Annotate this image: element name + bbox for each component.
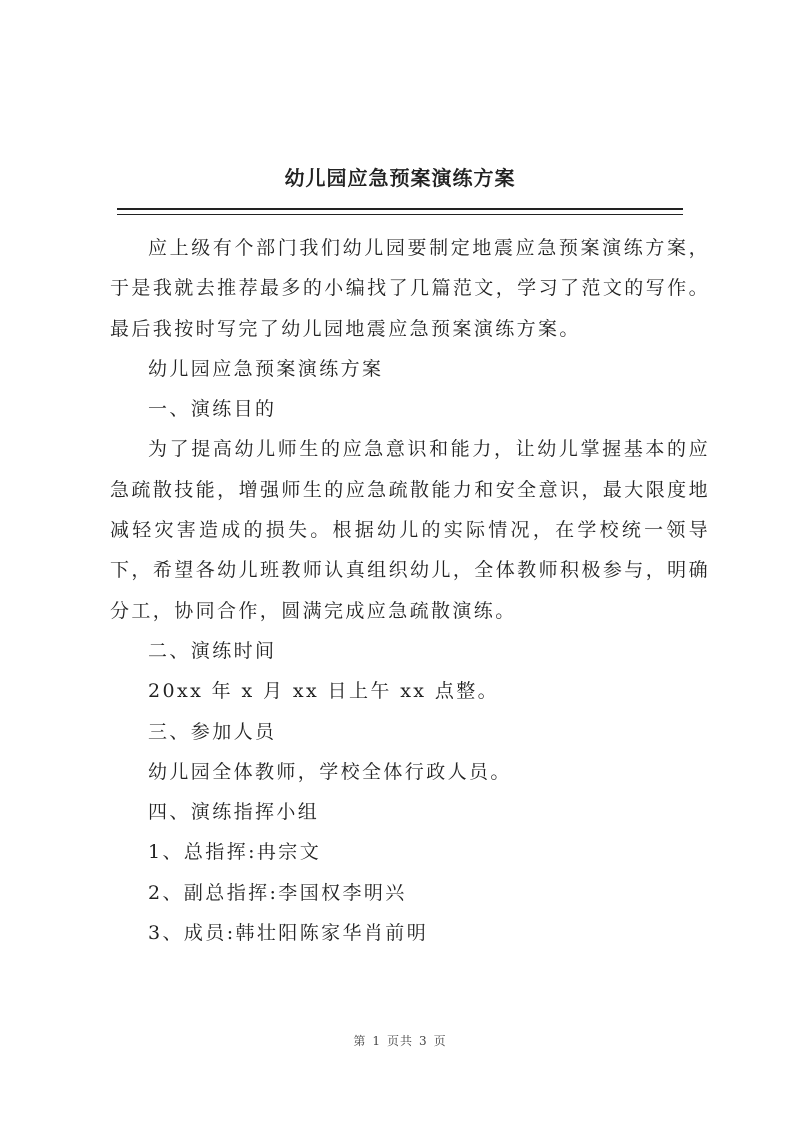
footer-current-page: 1 bbox=[372, 1034, 381, 1048]
time-paragraph: 20xx 年 x 月 xx 日上午 xx 点整。 bbox=[148, 680, 500, 703]
participants-paragraph: 幼儿园全体教师，学校全体行政人员。 bbox=[148, 760, 512, 783]
document-title: 幼儿园应急预案演练方案 bbox=[284, 166, 516, 190]
page-footer bbox=[0, 1032, 800, 1049]
section-heading-command-group: 四、演练指挥小组 bbox=[148, 801, 320, 824]
title-divider-thick bbox=[117, 208, 683, 210]
purpose-paragraph: 为了提高幼儿师生的应急意识和能力，让幼儿掌握基本的应急疏散技能，增强师生的应急疏散能力和安全意识，最大限度地减轻灾害造成的损失。根据幼儿的实际情况，在学校统一领导下，希望各幼儿班教师认真组织幼儿，全体教师积极参与，明确分工，协同合作，圆满完成应急疏散演练。 bbox=[110, 438, 710, 622]
footer-middle: 页共 bbox=[386, 1034, 413, 1048]
intro-paragraph: 应上级有个部门我们幼儿园要制定地震应急预案演练方案，于是我就去推荐最多的小编找了几篇范文，学习了范文的写作。最后我按时写完了幼儿园地震应急预案演练方案。 bbox=[110, 237, 710, 340]
command-item-2: 2、副总指挥:李国权李明兴 bbox=[148, 881, 407, 904]
command-item-3: 3、成员:韩壮阳陈家华肖前明 bbox=[148, 922, 429, 945]
section-heading-purpose: 一、演练目的 bbox=[148, 398, 277, 421]
footer-prefix: 第 bbox=[353, 1034, 367, 1048]
section-heading-participants: 三、参加人员 bbox=[148, 720, 277, 743]
title-divider-thin bbox=[117, 214, 683, 215]
footer-total-pages: 3 bbox=[419, 1034, 428, 1048]
section-heading-plan-title: 幼儿园应急预案演练方案 bbox=[148, 357, 384, 380]
document-body bbox=[110, 228, 710, 953]
command-item-1: 1、总指挥:冉宗文 bbox=[148, 841, 322, 864]
section-heading-time: 二、演练时间 bbox=[148, 639, 277, 662]
footer-suffix: 页 bbox=[433, 1034, 447, 1048]
